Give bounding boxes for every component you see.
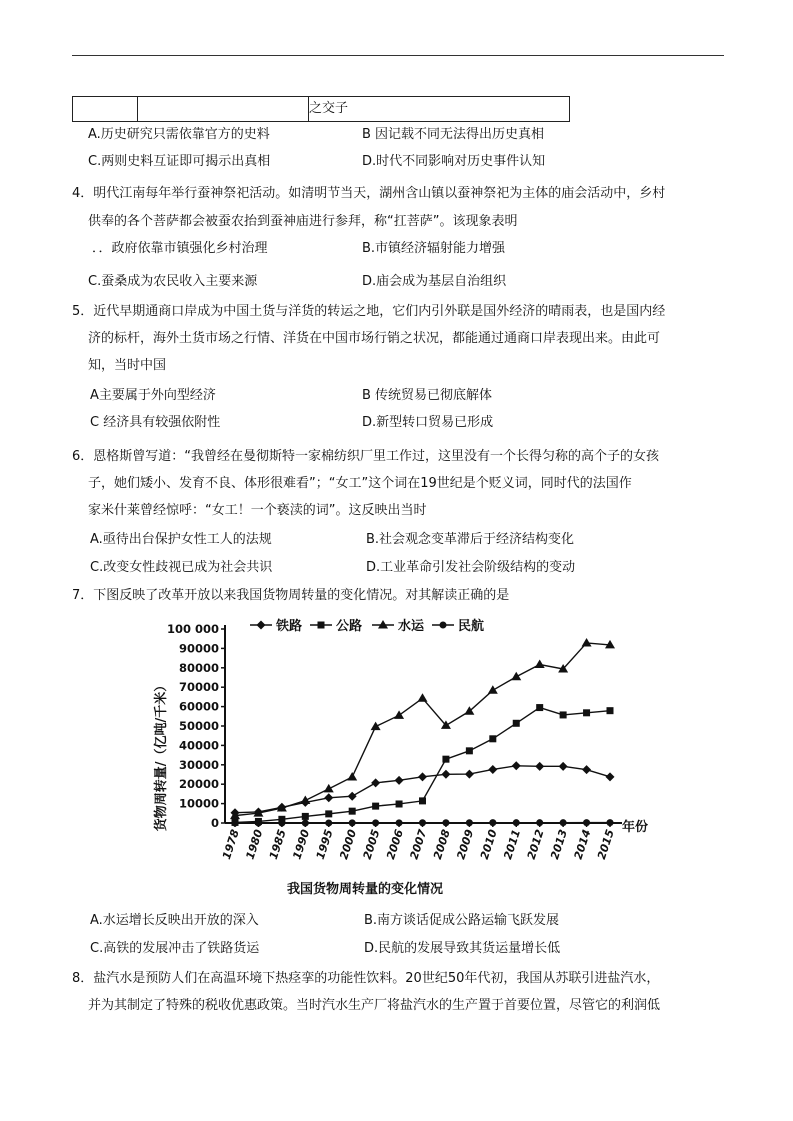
data-point: [582, 638, 592, 647]
q6-stem-line3: 家米什莱曾经惊呼：“女工！一个亵渎的词”。这反映出当时: [88, 503, 427, 518]
freight-chart: [140, 615, 660, 900]
y-tick-label: 80000: [178, 660, 219, 675]
series-4: [232, 819, 614, 826]
data-point: [466, 747, 473, 754]
data-point: [606, 772, 615, 781]
data-point: [325, 810, 332, 817]
x-tick-label: 1995: [313, 827, 336, 862]
q7-stem-line1: 7．下图反映了改革开放以来我国货物周转量的变化情况。对其解读正确的是: [72, 588, 510, 603]
y-tick-label: 90000: [178, 641, 219, 656]
q6-option-a: A.亟待出台保护女性工人的法规: [90, 532, 272, 547]
data-point: [349, 808, 356, 815]
data-point: [511, 672, 521, 681]
x-ticks: [220, 823, 617, 861]
x-tick-label: 2009: [454, 827, 477, 862]
data-point: [255, 820, 262, 827]
q5-stem-line2: 济的标杆，海外土货市场之行情、洋货在中国市场行销之状况，都能通过通商口岸表现出来。由此可: [88, 331, 661, 346]
q7-option-a: A.水运增长反映出开放的深入: [90, 913, 259, 928]
data-point: [441, 770, 450, 779]
data-point: [371, 722, 381, 731]
data-point: [465, 770, 474, 779]
q3-option-a: A.历史研究只需依靠官方的史料: [88, 127, 270, 142]
q4-option-c: C.蚕桑成为农民收入主要来源: [88, 274, 258, 289]
data-point: [442, 756, 449, 763]
data-point: [347, 772, 357, 781]
table-cell-1: [73, 97, 138, 122]
q6-option-b: B.社会观念变革滞后于经济结构变化: [366, 532, 575, 547]
q6-option-d: D.工业革命引发社会阶级结构的变动: [366, 560, 576, 575]
x-tick-label: 1990: [290, 827, 313, 862]
q7-option-d: D.民航的发展导致其货运量增长低: [364, 941, 561, 956]
data-point: [395, 776, 404, 785]
y-tick-label: 100 000: [166, 622, 219, 636]
data-point: [607, 707, 614, 714]
data-point: [560, 819, 567, 826]
data-point: [513, 720, 520, 727]
q4-option-a: ．．政府依靠市镇强化乡村治理: [92, 241, 268, 256]
q3-option-c: C.两则史料互证即可揭示出真相: [88, 154, 271, 169]
q5-stem-line1: 5．近代早期通商口岸成为中国土货与洋货的转运之地，它们内引外联是国外经济的晴雨表，也是国内经: [72, 304, 666, 319]
data-point: [372, 803, 379, 810]
table-cell-2: [138, 97, 309, 122]
data-point: [489, 819, 496, 826]
q5-stem-line3: 知，当时中国: [88, 358, 167, 373]
x-tick-label: 2014: [571, 827, 594, 862]
data-point: [372, 819, 379, 826]
data-point: [583, 819, 590, 826]
q4-option-b: B.市镇经济辐射能力增强: [362, 241, 506, 256]
q7-option-b: B.南方谈话促成公路运输飞跃发展: [364, 913, 560, 928]
x-tick-label: 2011: [501, 827, 524, 862]
x-tick-label: 2012: [524, 827, 547, 862]
data-point: [513, 819, 520, 826]
y-tick-label: 0: [210, 816, 219, 830]
data-point: [325, 819, 332, 826]
x-axis-label: 年份: [622, 820, 649, 835]
y-tick-label: 20000: [178, 777, 219, 792]
legend-marker: [440, 622, 447, 629]
data-point: [418, 693, 428, 702]
data-point: [349, 819, 356, 826]
series-1: [231, 761, 615, 817]
q6-option-c: C.改变女性歧视已成为社会共识: [90, 560, 273, 575]
data-point: [419, 819, 426, 826]
data-point: [488, 765, 497, 774]
q8-stem-line1: 8．盐汽水是预防人们在高温环境下热痉挛的功能性饮料。20世纪50年代初，我国从苏联引进盐汽水，: [72, 971, 660, 986]
x-tick-label: 2010: [477, 827, 500, 862]
y-tick-label: 50000: [178, 719, 219, 733]
data-point: [442, 819, 449, 826]
y-tick-label: 30000: [178, 757, 219, 772]
chart-series: [230, 638, 615, 827]
x-tick-label: 2007: [407, 827, 430, 862]
chart-axes: [225, 625, 622, 823]
y-tick-label: 40000: [178, 738, 219, 753]
y-ticks: [167, 622, 225, 830]
data-point: [582, 765, 591, 774]
q7-option-c: C.高铁的发展冲击了铁路货运: [90, 941, 260, 956]
data-point: [489, 735, 496, 742]
data-point: [536, 704, 543, 711]
x-tick-label: 2005: [360, 827, 383, 862]
x-tick-label: 1980: [243, 827, 266, 862]
data-point: [371, 778, 380, 787]
chart-legend: [250, 618, 484, 634]
data-point: [396, 819, 403, 826]
q4-stem-line2: 供奉的各个菩萨都会被蚕农抬到蚕神庙进行参拜，称“扛菩萨”。该现象表明: [88, 214, 518, 229]
legend-marker: [257, 621, 266, 630]
q6-stem-line2: 子，她们矮小、发育不良、体形很难看”；“女工”这个词在19世纪是个贬义词，同时代的法国作: [88, 476, 632, 491]
data-point: [278, 820, 285, 827]
header-rule: [72, 55, 724, 56]
q5-option-d: D.新型转口贸易已形成: [362, 415, 494, 430]
table-fragment: [72, 96, 570, 122]
q3-option-d: D.时代不同影响对历史事件认知: [362, 154, 546, 169]
y-tick-label: 70000: [178, 680, 219, 695]
chart-title: 我国货物周转量的变化情况: [286, 882, 444, 897]
q6-stem-line1: 6．恩格斯曾写道：“我曾经在曼彻斯特一家棉纺织厂里工作过，这里没有一个长得匀称的高个子的女孩: [72, 449, 660, 464]
y-axis-label: 货物周转量/（亿吨/千米）: [154, 678, 169, 832]
y-tick-label: 60000: [178, 699, 219, 714]
q4-option-d: D.庙会成为基层自治组织: [362, 274, 507, 289]
x-tick-label: 2015: [595, 827, 617, 862]
table-cell-3: 之交子: [309, 97, 570, 122]
legend-label: 民航: [458, 619, 485, 634]
data-point: [396, 800, 403, 807]
data-point: [324, 784, 334, 793]
data-point: [394, 710, 404, 719]
q3-option-b: B 因记载不同无法得出历史真相: [362, 127, 545, 142]
series-line: [235, 643, 610, 816]
data-point: [418, 772, 427, 781]
x-tick-label: 2013: [548, 827, 570, 862]
data-point: [583, 709, 590, 716]
data-point: [302, 813, 309, 820]
q5-option-a: A主要属于外向型经济: [90, 388, 216, 403]
x-tick-label: 2006: [384, 827, 406, 862]
freight-chart-svg: [140, 615, 660, 900]
data-point: [535, 762, 544, 771]
data-point: [559, 762, 568, 771]
x-tick-label: 2000: [337, 827, 360, 862]
data-point: [300, 795, 310, 804]
data-point: [512, 761, 521, 770]
series-3: [230, 638, 615, 819]
data-point: [324, 793, 333, 802]
data-point: [560, 711, 567, 718]
y-tick-label: 10000: [178, 796, 219, 811]
data-point: [488, 685, 498, 694]
series-2: [232, 704, 614, 826]
data-point: [232, 820, 239, 827]
legend-label: 公路: [336, 619, 363, 634]
data-point: [535, 660, 545, 669]
q8-stem-line2: 并为其制定了特殊的税收优惠政策。当时汽水生产厂将盐汽水的生产置于首要位置，尽管它的利润低: [88, 998, 661, 1013]
data-point: [536, 819, 543, 826]
legend-label: 铁路: [276, 619, 303, 634]
x-tick-label: 2008: [430, 827, 453, 862]
legend-label: 水运: [398, 619, 425, 634]
data-point: [348, 792, 357, 801]
data-point: [302, 819, 309, 826]
data-point: [607, 819, 614, 826]
q4-stem-line1: 4．明代江南每年举行蚕神祭祀活动。如清明节当天，湖州含山镇以蚕神祭祀为主体的庙会活动中，乡村: [72, 186, 666, 201]
q5-option-c: C 经济具有较强依附性: [90, 415, 221, 430]
x-tick-label: 1985: [266, 827, 289, 862]
legend-marker: [318, 622, 325, 629]
x-tick-label: 1978: [220, 827, 242, 862]
q5-option-b: B 传统贸易已彻底解体: [362, 388, 493, 403]
data-point: [419, 797, 426, 804]
data-point: [466, 819, 473, 826]
